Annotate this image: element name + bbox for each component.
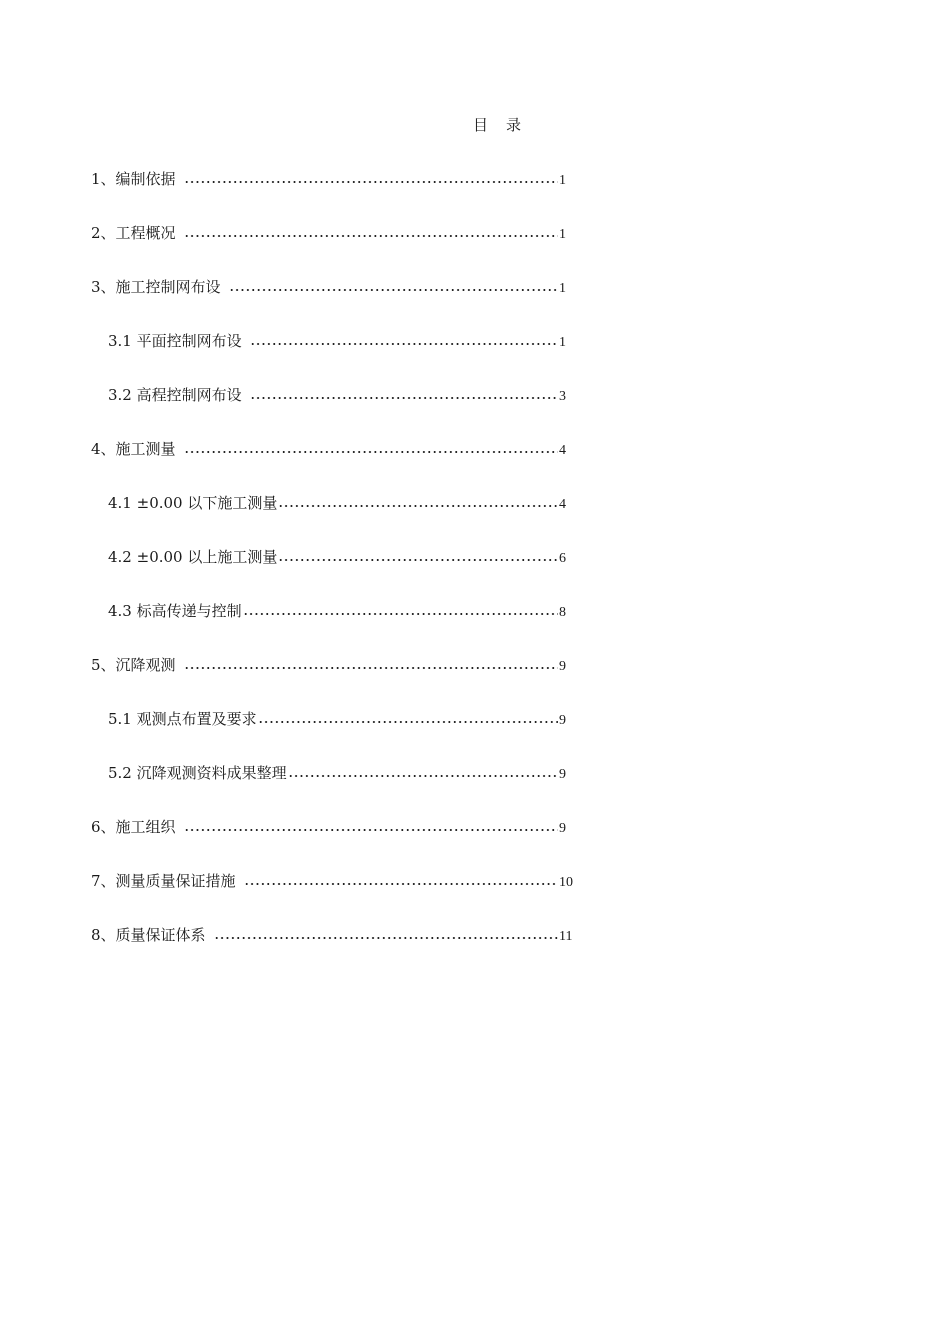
dot-leader — [250, 331, 558, 349]
toc-entry-label: 8、质量保证体系 — [91, 926, 206, 944]
toc-entry-label: 5.1 观测点布置及要求 — [108, 710, 257, 728]
toc-entry[interactable] — [91, 274, 581, 328]
dot-leader — [184, 655, 558, 673]
toc-entry-label: 1、编制依据 — [91, 170, 176, 188]
dot-leader — [229, 277, 558, 295]
dot-leader — [288, 763, 558, 781]
dot-leader — [250, 385, 558, 403]
toc-entry-label: 3、施工控制网布设 — [91, 278, 221, 296]
dot-leader — [184, 439, 558, 457]
toc-entry-label: 2、工程概况 — [91, 224, 176, 242]
toc-entry-page: 1 — [559, 335, 566, 350]
toc-subentry[interactable] — [91, 760, 581, 814]
toc-entry-page: 4 — [559, 497, 566, 512]
toc-entry[interactable] — [91, 814, 581, 868]
toc-entry-page: 8 — [559, 605, 566, 620]
toc-entry-label: 3.1 平面控制网布设 — [108, 332, 242, 350]
toc-entry-page: 9 — [559, 821, 566, 836]
toc-entry-page: 3 — [559, 389, 566, 404]
toc-entry-label: 4.1 ±0.00 以下施工测量 — [108, 494, 278, 512]
toc-entry-page: 1 — [559, 227, 566, 242]
toc-subentry[interactable] — [91, 544, 581, 598]
toc-entry-page: 9 — [559, 659, 566, 674]
toc-entry-page: 1 — [559, 173, 566, 188]
toc-entry-page: 9 — [559, 713, 566, 728]
toc-entry-label: 4.3 标高传递与控制 — [108, 602, 242, 620]
toc-entry-page: 10 — [559, 875, 573, 890]
dot-leader — [258, 709, 558, 727]
toc-entry-label: 4.2 ±0.00 以上施工测量 — [108, 548, 278, 566]
toc-entry[interactable] — [91, 166, 581, 220]
toc-entry-page: 11 — [559, 929, 573, 944]
dot-leader — [278, 547, 558, 565]
toc-entry-label: 6、施工组织 — [91, 818, 176, 836]
toc-entry[interactable] — [91, 220, 581, 274]
toc-title — [0, 114, 950, 135]
toc-entry-page: 9 — [559, 767, 566, 782]
toc-subentry[interactable] — [91, 490, 581, 544]
table-of-contents — [91, 166, 581, 976]
dot-leader — [243, 601, 558, 619]
toc-entry-label: 3.2 高程控制网布设 — [108, 386, 242, 404]
toc-entry[interactable] — [91, 922, 581, 976]
dot-leader — [184, 169, 558, 187]
dot-leader — [184, 817, 558, 835]
toc-title-char: 录 — [506, 116, 522, 134]
toc-entry[interactable] — [91, 436, 581, 490]
toc-entry[interactable] — [91, 652, 581, 706]
toc-subentry[interactable] — [91, 598, 581, 652]
dot-leader — [214, 925, 558, 943]
toc-title-char: 目 — [472, 116, 488, 134]
toc-entry-page: 1 — [559, 281, 566, 296]
dot-leader — [244, 871, 558, 889]
toc-entry[interactable] — [91, 868, 581, 922]
toc-entry-page: 4 — [559, 443, 566, 458]
dot-leader — [184, 223, 558, 241]
toc-subentry[interactable] — [91, 328, 581, 382]
toc-entry-label: 5.2 沉降观测资料成果整理 — [108, 764, 287, 782]
dot-leader — [278, 493, 558, 511]
toc-entry-label: 7、测量质量保证措施 — [91, 872, 236, 890]
toc-subentry[interactable] — [91, 706, 581, 760]
toc-entry-label: 4、施工测量 — [91, 440, 176, 458]
toc-entry-page: 6 — [559, 551, 566, 566]
toc-entry-label: 5、沉降观测 — [91, 656, 176, 674]
toc-subentry[interactable] — [91, 382, 581, 436]
